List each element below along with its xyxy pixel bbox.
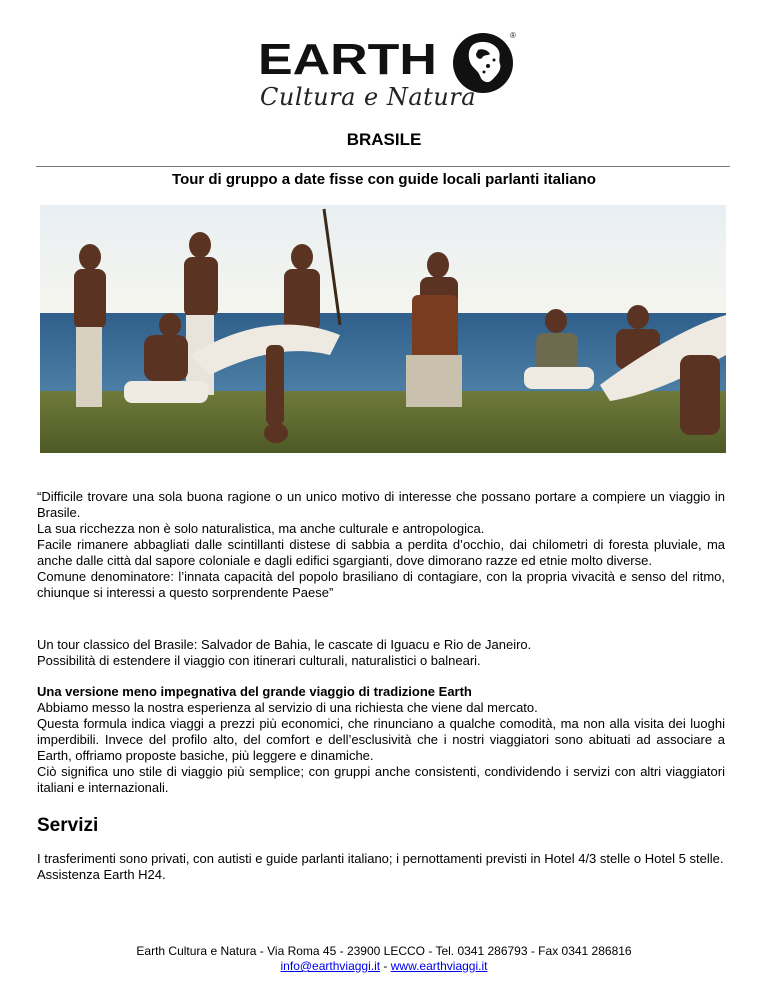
tour-description (37, 637, 725, 669)
page-subtitle: Tour di gruppo a date fisse con guide locali parlanti italiano (172, 171, 596, 188)
footer (0, 944, 768, 974)
version-line-1: Abbiamo messo la nostra esperienza al servizio di una richiesta che viene dal mercato. (37, 700, 538, 715)
version-line-3: Ciò significa uno stile di viaggio più semplice; con gruppi anche consistenti, condividendo i servizi con altri viaggiatori italiani e internazionali. (37, 764, 725, 795)
intro-line-2: La sua ricchezza non è solo naturalistica, ma anche culturale e antropologica. (37, 521, 485, 536)
servizi-line-1: I trasferimenti sono privati, con autisti e guide parlanti italiano; i pernottamenti previsti in Hotel 4/3 stelle o Hotel 5 stelle. (37, 851, 724, 866)
logo-brand: EARTH (258, 35, 437, 84)
logo-tagline: Cultura e Natura (260, 83, 477, 111)
tour-line-2: Possibilità di estendere il viaggio con itinerari culturali, naturalistici o balneari. (37, 653, 481, 668)
intro-line-1: “Difficile trovare una sola buona ragione o un unico motivo di interesse che possano portare a compiere un viaggio in Brasile. (37, 489, 725, 520)
divider (36, 166, 730, 167)
version-line-2: Questa formula indica viaggi a prezzi più economici, che rinunciano a qualche comodità, ma non alla visita dei luoghi imperdibili. Invece del profilo alto, del comfort e dell’esclusività che i nostri viaggiatori sono abituati ad associare a Earth, offriamo proposte basiche, più leggere e dinamiche. (37, 716, 725, 763)
servizi-section (37, 851, 725, 883)
intro-quote (37, 489, 725, 601)
intro-line-4: Comune denominatore: l’innata capacità del popolo brasiliano di contagiare, con la propria vivacità e senso del ritmo, chiunque si interessi a questo sorprendente Paese” (37, 569, 725, 600)
footer-links (0, 959, 768, 974)
email-link[interactable]: info@earthviaggi.it (280, 959, 381, 973)
intro-line-3: Facile rimanere abbagliati dalle scintillanti distese di sabbia a perdita d’occhio, dai chilometri di foresta pluviale, ma anche dalle città dal sapore coloniale e dagli edifici sgargianti, dove dimorano razze ed etnie molto diverse. (37, 537, 725, 568)
tour-line-1: Un tour classico del Brasile: Salvador de Bahia, le cascate di Iguacu e Rio de Janeiro. (37, 637, 532, 652)
website-link[interactable]: www.earthviaggi.it (390, 959, 488, 973)
footer-separator: - (380, 959, 391, 973)
capoeira-photo (40, 205, 726, 453)
servizi-heading: Servizi (37, 815, 99, 836)
page-title: BRASILE (346, 130, 422, 149)
footer-address: Earth Cultura e Natura - Via Roma 45 - 23900 LECCO - Tel. 0341 286793 - Fax 0341 286816 (136, 944, 632, 958)
earth-logo (258, 28, 520, 114)
registered-mark: ® (510, 31, 516, 40)
version-heading: Una versione meno impegnativa del grande viaggio di tradizione Earth (37, 684, 472, 699)
version-section (37, 684, 725, 796)
servizi-line-2: Assistenza Earth H24. (37, 867, 166, 882)
